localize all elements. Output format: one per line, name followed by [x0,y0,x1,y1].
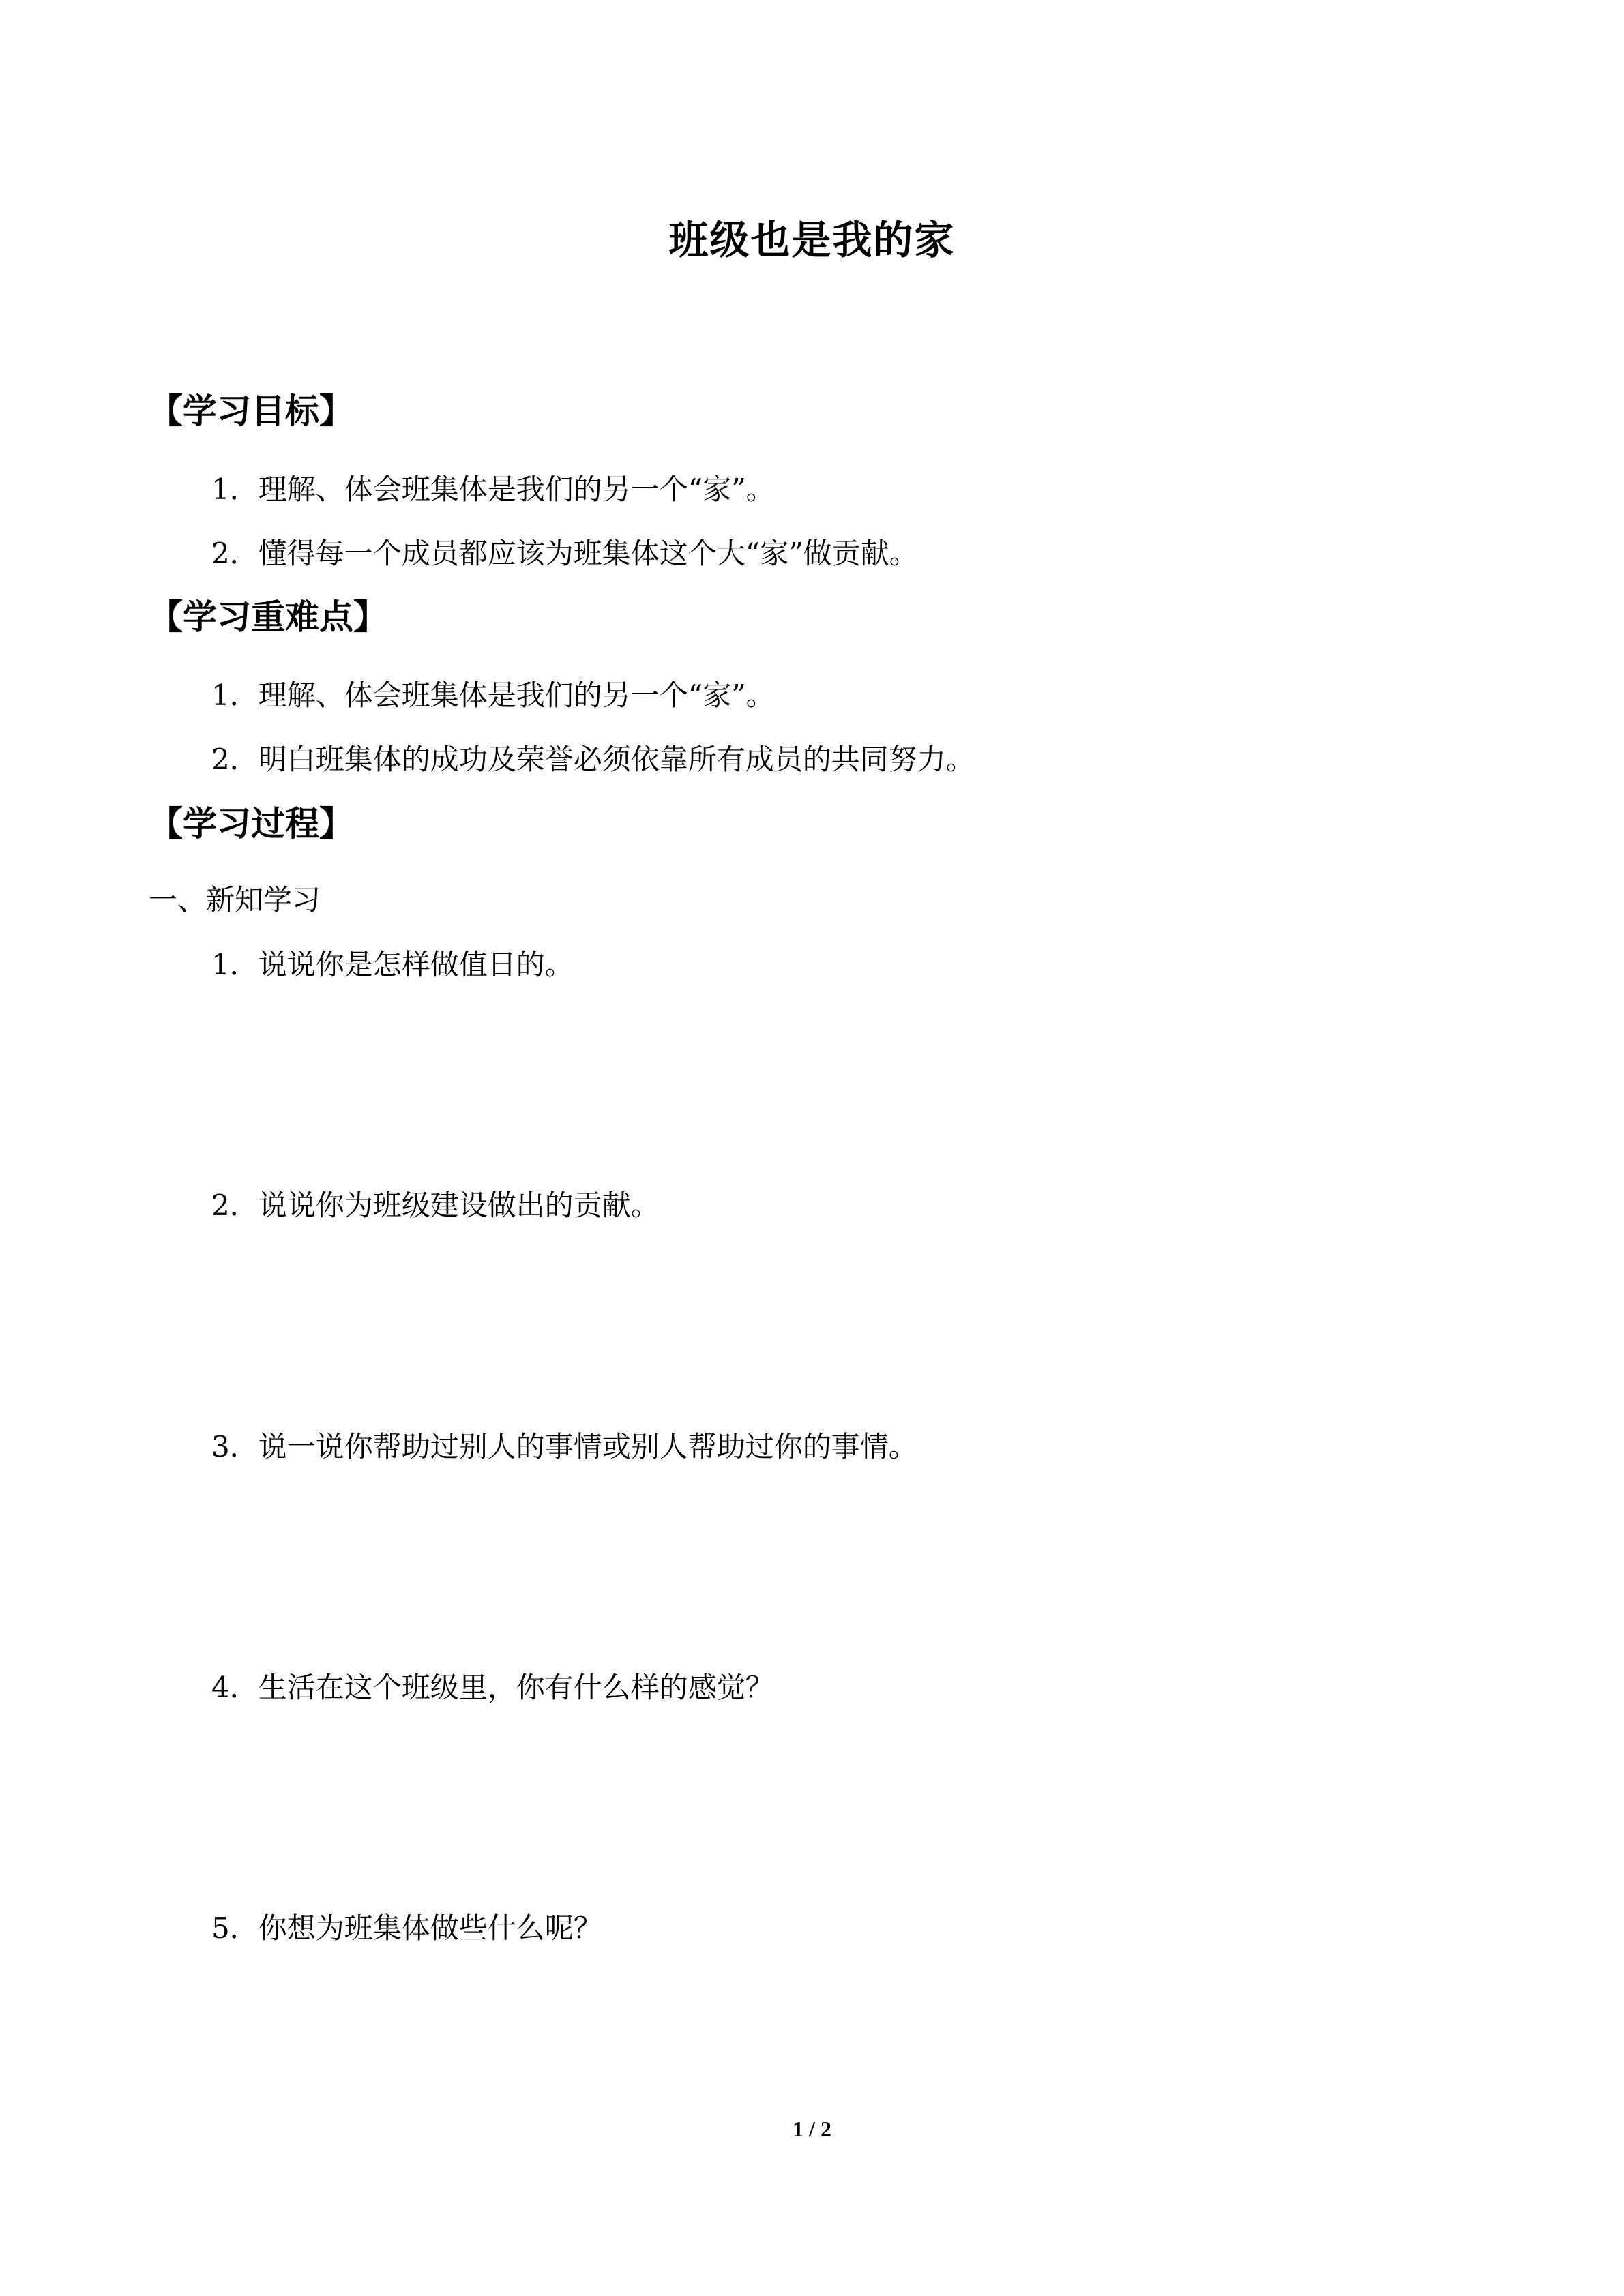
objective-item-2: 2．懂得每一个成员都应该为班集体这个大“家”做贡献。 [211,537,918,570]
question-3: 3．说一说你帮助过别人的事情或别人帮助过你的事情。 [211,1430,917,1463]
process-heading: 【学习过程】 [149,804,353,844]
page-title: 班级也是我的家 [668,217,956,263]
question-2: 2．说说你为班级建设做出的贡献。 [211,1189,660,1222]
question-1: 1．说说你是怎样做值日的。 [211,948,574,981]
objective-item-1: 1．理解、体会班集体是我们的另一个“家”。 [211,473,775,506]
objectives-heading: 【学习目标】 [149,391,353,431]
key-point-item-1: 1．理解、体会班集体是我们的另一个“家”。 [211,679,775,712]
question-5: 5．你想为班集体做些什么呢？ [211,1911,602,1945]
process-subheading: 一、新知学习 [149,883,321,916]
page-number: 1 / 2 [793,2117,831,2141]
key-points-heading: 【学习重难点】 [149,597,387,637]
question-4: 4．生活在这个班级里，你有什么样的感觉？ [211,1671,774,1704]
key-point-item-2: 2．明白班集体的成功及荣誉必须依靠所有成员的共同努力。 [211,743,975,776]
